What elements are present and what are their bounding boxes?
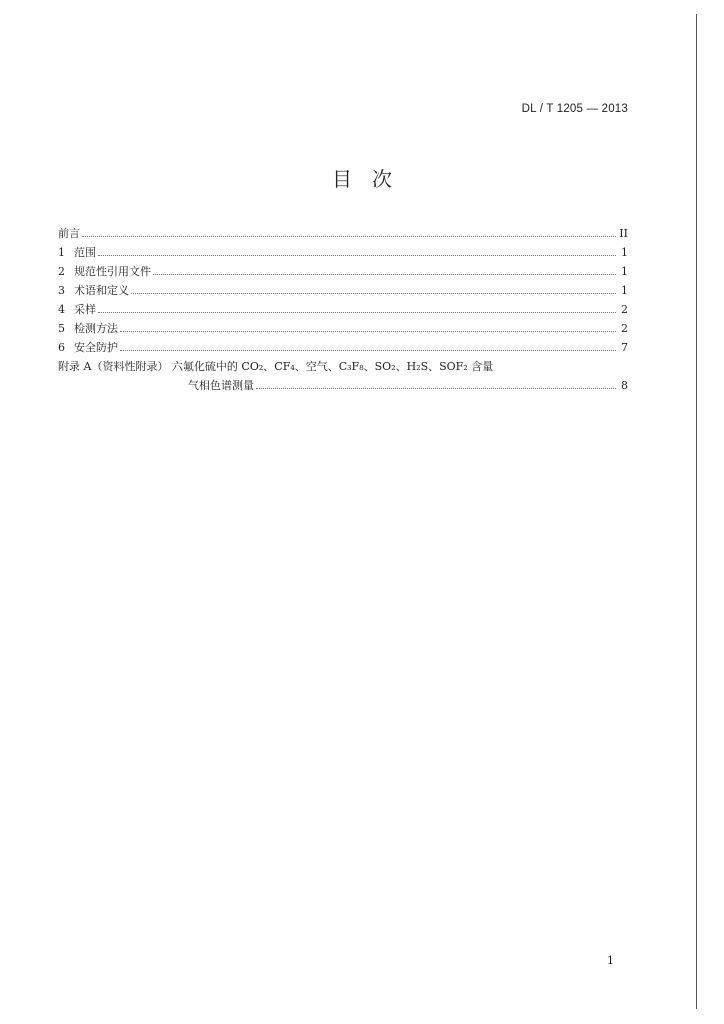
dot-leader xyxy=(98,254,616,256)
appendix-title-line2: 气相色谱测量 xyxy=(188,379,254,392)
toc-entry-page: 1 xyxy=(621,246,628,259)
toc-entry-appendix-a-continued[interactable] xyxy=(58,376,628,395)
toc-entry-appendix-a[interactable] xyxy=(58,357,628,376)
page-title: 目 次 xyxy=(332,167,392,191)
dot-leader xyxy=(256,387,616,389)
toc-entry-label: 规范性引用文件 xyxy=(74,265,151,278)
toc-entry-scope[interactable] xyxy=(58,243,628,262)
toc-entry-label: 安全防护 xyxy=(74,341,118,354)
appendix-title-line1: 附录 A（资料性附录） 六氟化硫中的 CO₂、CF₄、空气、C₃F₈、SO₂、H₂S、SOF₂ 含量 xyxy=(58,360,494,373)
toc-entry-label: 范围 xyxy=(74,246,96,259)
toc-entry-page: 8 xyxy=(621,379,628,392)
dot-leader xyxy=(82,235,616,237)
toc-entry-page: 2 xyxy=(621,303,628,316)
toc-entry-number: 5 xyxy=(58,322,65,335)
toc-entry-page: 7 xyxy=(621,341,628,354)
dot-leader xyxy=(120,349,616,351)
toc-entry-number: 4 xyxy=(58,303,65,316)
toc-entry-label: 检测方法 xyxy=(74,322,118,335)
toc-entry-label: 前言 xyxy=(58,227,80,240)
toc-entry-safety[interactable] xyxy=(58,338,628,357)
dot-leader xyxy=(98,311,616,313)
toc-entry-number: 1 xyxy=(58,246,65,259)
toc-entry-test-methods[interactable] xyxy=(58,319,628,338)
dot-leader xyxy=(120,330,616,332)
toc-entry-sampling[interactable] xyxy=(58,300,628,319)
toc-entry-terms[interactable] xyxy=(58,281,628,300)
toc-entry-page: 1 xyxy=(621,265,628,278)
toc-entry-normative-references[interactable] xyxy=(58,262,628,281)
toc-entry-number: 3 xyxy=(58,284,65,297)
toc-entry-number: 2 xyxy=(58,265,65,278)
page-number: 1 xyxy=(607,954,614,967)
table-of-contents xyxy=(58,224,628,395)
toc-entry-page: 1 xyxy=(621,284,628,297)
toc-entry-page: II xyxy=(619,227,628,240)
standard-code: DL / T 1205 — 2013 xyxy=(521,103,628,115)
toc-entry-preface[interactable] xyxy=(58,224,628,243)
toc-entry-number: 6 xyxy=(58,341,65,354)
toc-entry-label: 术语和定义 xyxy=(74,284,129,297)
toc-entry-label: 采样 xyxy=(74,303,96,316)
dot-leader xyxy=(153,273,616,275)
toc-entry-page: 2 xyxy=(621,322,628,335)
dot-leader xyxy=(131,292,616,294)
